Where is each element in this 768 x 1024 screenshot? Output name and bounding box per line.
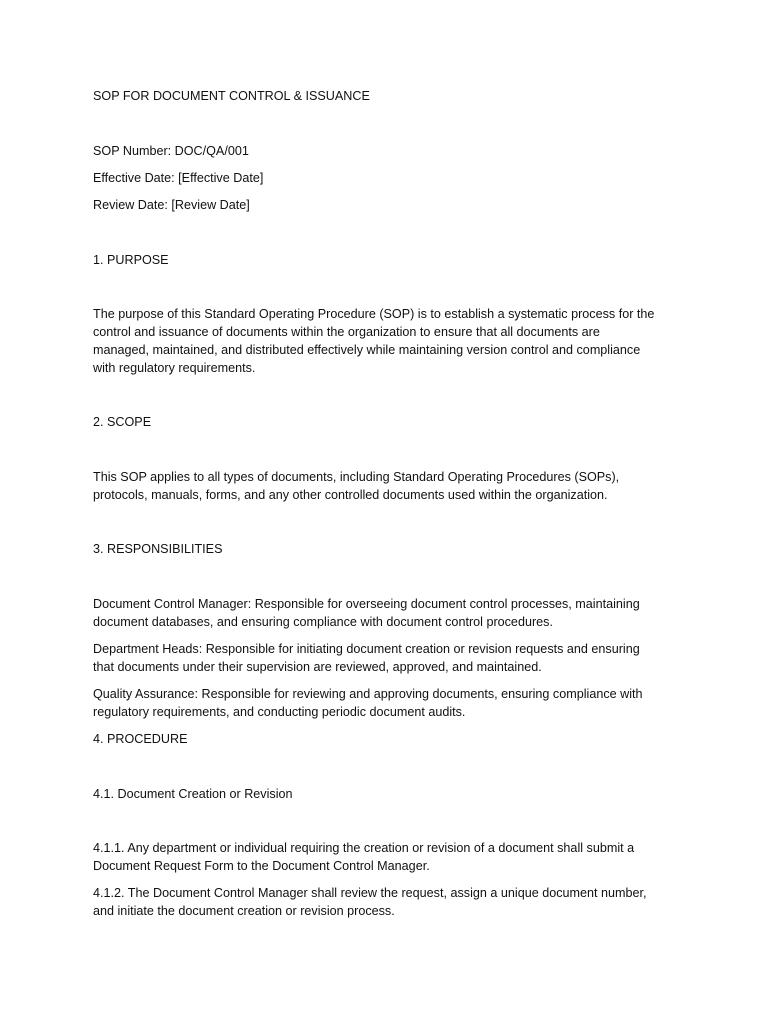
procedure-subsection-heading: 4.1. Document Creation or Revision	[93, 787, 293, 801]
procedure-line: 4.1.2. The Document Control Manager shall review the request, assign a unique document number,	[93, 886, 647, 900]
purpose-line: The purpose of this Standard Operating Procedure (SOP) is to establish a systematic process for the	[93, 307, 655, 321]
document-title: SOP FOR DOCUMENT CONTROL & ISSUANCE	[93, 89, 370, 103]
purpose-line: control and issuance of documents within the organization to ensure that all documents are	[93, 325, 600, 339]
sop-number: SOP Number: DOC/QA/001	[93, 144, 249, 158]
purpose-heading: 1. PURPOSE	[93, 253, 169, 267]
purpose-line: with regulatory requirements.	[93, 361, 256, 375]
scope-heading: 2. SCOPE	[93, 415, 152, 429]
responsibilities-heading: 3. RESPONSIBILITIES	[93, 542, 223, 556]
procedure-line: Document Request Form to the Document Control Manager.	[93, 859, 430, 873]
responsibility-line: document databases, and ensuring compliance with document control procedures.	[93, 615, 553, 629]
procedure-line: and initiate the document creation or revision process.	[93, 904, 395, 918]
scope-line: protocols, manuals, forms, and any other controlled documents used within the organization.	[93, 488, 608, 502]
purpose-line: managed, maintained, and distributed effectively while maintaining version control and compliance	[93, 343, 641, 357]
scope-line: This SOP applies to all types of documents, including Standard Operating Procedures (SOPs),	[93, 470, 620, 484]
responsibility-line: Quality Assurance: Responsible for reviewing and approving documents, ensuring compliance with	[93, 687, 643, 701]
responsibility-line: Document Control Manager: Responsible for overseeing document control processes, maintaining	[93, 597, 640, 611]
responsibility-line: Department Heads: Responsible for initiating document creation or revision requests and ensuring	[93, 642, 640, 656]
review-date: Review Date: [Review Date]	[93, 198, 250, 212]
responsibility-line: regulatory requirements, and conducting periodic document audits.	[93, 705, 466, 719]
responsibility-line: that documents under their supervision are reviewed, approved, and maintained.	[93, 660, 542, 674]
effective-date: Effective Date: [Effective Date]	[93, 171, 264, 185]
procedure-heading: 4. PROCEDURE	[93, 732, 188, 746]
procedure-line: 4.1.1. Any department or individual requiring the creation or revision of a document shall submit a	[93, 841, 635, 855]
